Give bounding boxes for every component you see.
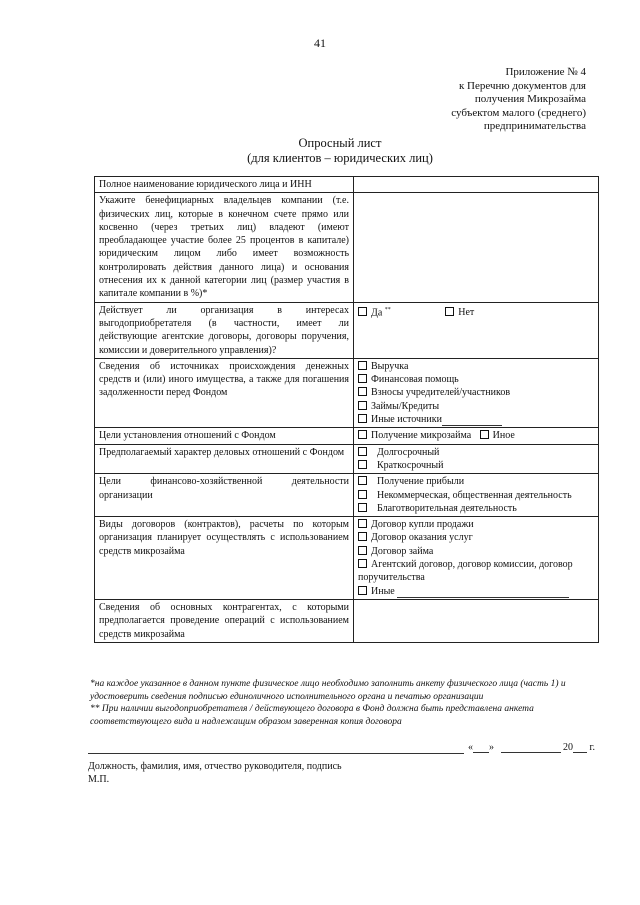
option-long-term[interactable] [358, 446, 594, 459]
table-row [95, 302, 599, 358]
option-label: Финансовая помощь [371, 374, 459, 386]
footnote: *на каждое указанное в данном пункте физическое лицо необходимо заполнить анкету физического лица (часть 1) и удостоверить сведения подписью единоличного исполнительного органа и печатью организации [90, 679, 566, 702]
checkbox-icon[interactable] [358, 559, 367, 568]
option-non-commercial[interactable] [358, 489, 594, 502]
answer-cell [354, 474, 599, 517]
option-yes[interactable] [358, 304, 391, 320]
year-prefix: 20 [563, 742, 573, 753]
checkbox-icon[interactable] [445, 307, 454, 316]
question-cell: Цели финансово-хозяйственной деятельности организации [95, 474, 354, 517]
checkbox-icon[interactable] [358, 430, 367, 439]
option-financial-aid[interactable] [358, 373, 594, 386]
option-label: Некоммерческая, общественная деятельность [377, 489, 572, 501]
checkbox-icon[interactable] [358, 414, 367, 423]
answer-cell [354, 444, 599, 474]
answer-cell [354, 517, 599, 600]
option-short-term[interactable] [358, 459, 594, 472]
question-cell: Действует ли организация в интересах выгодоприобретателя (в частности, имеет ли действующие агентские договоры, договоры поручения, комиссии и доверительного управления)? [95, 302, 354, 358]
option-label: Договор займа [371, 545, 434, 557]
question-cell: Полное наименование юридического лица и ИНН [95, 177, 354, 193]
table-row [95, 177, 599, 193]
checkbox-icon[interactable] [358, 519, 367, 528]
table-row [95, 474, 599, 517]
answer-cell [354, 358, 599, 427]
option-label: Договор оказания услуг [371, 532, 473, 544]
year-blank[interactable] [573, 742, 587, 753]
option-label: Благотворительная деятельность [377, 502, 517, 514]
option-other-contracts[interactable] [358, 585, 594, 598]
appendix-header [416, 66, 586, 134]
option-sale-contract[interactable] [358, 518, 594, 531]
questionnaire-table [94, 176, 599, 643]
option-other[interactable] [474, 430, 515, 441]
checkbox-icon[interactable] [358, 447, 367, 456]
footnote-mark: ** [384, 306, 391, 313]
option-no[interactable] [445, 306, 474, 319]
option-label: Займы/Кредиты [371, 400, 440, 412]
appendix-line: получения Микрозайма [474, 93, 586, 105]
answer-cell [354, 428, 599, 444]
checkbox-icon[interactable] [358, 460, 367, 469]
option-founder-contributions[interactable] [358, 386, 594, 399]
option-label: Долгосрочный [377, 446, 440, 458]
option-label: Иные [371, 585, 395, 597]
question-cell: Цели установления отношений с Фондом [95, 428, 354, 444]
form-title [0, 136, 640, 166]
option-service-contract[interactable] [358, 531, 594, 544]
question-cell: Виды договоров (контрактов), расчеты по которым организация планирует осуществлять с использованием средств микрозайма [95, 517, 354, 600]
year-suffix: г. [589, 742, 595, 753]
option-other-sources[interactable] [358, 413, 594, 426]
answer-cell [354, 302, 599, 358]
table-row [95, 428, 599, 444]
form-title-main: Опросный лист [298, 136, 382, 150]
footnotes [90, 678, 600, 728]
option-label: Получение прибыли [377, 476, 465, 488]
day-blank[interactable] [473, 742, 489, 753]
date-quote-open: « [468, 742, 473, 753]
table-row [95, 358, 599, 427]
option-label: Да [371, 307, 383, 318]
option-profit[interactable] [358, 475, 594, 488]
option-revenue[interactable] [358, 360, 594, 373]
form-title-sub: (для клиентов – юридических лиц) [247, 151, 433, 165]
fill-in-line[interactable] [442, 416, 502, 426]
checkbox-icon[interactable] [358, 374, 367, 383]
table-row [95, 517, 599, 600]
signature-caption: Должность, фамилия, имя, отчество руководителя, подпись [88, 761, 342, 772]
date-quote-close: » [489, 742, 494, 753]
footnote: ** При наличии выгодоприобретателя / действующего договора в Фонд должна быть представлена анкета соответствующего вида и надлежащим образом заверенная копия договора [90, 704, 534, 727]
option-charity[interactable] [358, 502, 594, 515]
checkbox-icon[interactable] [480, 430, 489, 439]
month-blank[interactable] [501, 742, 561, 753]
option-label: Краткосрочный [377, 459, 444, 471]
option-label: Договор купли продажи [371, 519, 474, 531]
option-label: Получение микрозайма [371, 430, 472, 442]
option-microloan[interactable] [358, 430, 471, 441]
option-loan-contract[interactable] [358, 545, 594, 558]
checkbox-icon[interactable] [358, 387, 367, 396]
date-field[interactable] [468, 742, 595, 753]
answer-field-counterparties[interactable] [354, 599, 599, 642]
option-label: Агентский договор, договор комиссии, договор поручительства [358, 559, 573, 584]
checkbox-icon[interactable] [358, 401, 367, 410]
answer-field-beneficiaries[interactable] [354, 193, 599, 302]
appendix-line: предпринимательства [483, 120, 586, 132]
checkbox-icon[interactable] [358, 476, 367, 485]
question-cell: Сведения об источниках происхождения денежных средств и (или) иного имущества, а также для погашения задолженности перед Фондом [95, 358, 354, 427]
option-label: Нет [458, 307, 475, 318]
option-label: Иное [492, 430, 515, 442]
appendix-line: к Перечню документов для [458, 79, 586, 92]
checkbox-icon[interactable] [358, 503, 367, 512]
signature-line[interactable] [88, 753, 464, 754]
answer-field-company-name[interactable] [354, 177, 599, 193]
question-cell: Укажите бенефициарных владельцев компании (т.е. физических лиц, которые в конечном счете прямо или косвенно (через третьих лиц) владеют (имеют преобладающее участие более 25 процентов в капитале) юридическим лицом либо имеет возможность контролировать действия данного лица) и основания отнесения их к данной категории лиц (размер участия в капитале компании в %)* [95, 193, 354, 302]
appendix-line: Приложение № 4 [505, 66, 586, 78]
signature-row [88, 742, 598, 756]
option-label: Выручка [371, 360, 409, 372]
option-label: Иные источники [371, 414, 442, 426]
checkbox-icon[interactable] [358, 532, 367, 541]
question-cell: Предполагаемый характер деловых отношений с Фондом [95, 444, 354, 474]
question-cell: Сведения об основных контрагентах, с которыми предполагается проведение операций с использованием средств микрозайма [95, 599, 354, 642]
checkbox-icon[interactable] [358, 361, 367, 370]
stamp-place: М.П. [88, 774, 110, 785]
checkbox-icon[interactable] [358, 546, 367, 555]
table-row [95, 193, 599, 302]
checkbox-icon[interactable] [358, 307, 367, 316]
fill-in-line[interactable] [397, 588, 569, 598]
checkbox-icon[interactable] [358, 490, 367, 499]
option-loans[interactable] [358, 400, 594, 413]
page-number: 41 [314, 36, 326, 50]
appendix-line: субъектом малого (среднего) [451, 106, 586, 119]
checkbox-icon[interactable] [358, 586, 367, 595]
table-row [95, 444, 599, 474]
option-agency-contract[interactable] [358, 558, 594, 585]
option-label: Взносы учредителей/участников [371, 387, 511, 399]
table-row [95, 599, 599, 642]
